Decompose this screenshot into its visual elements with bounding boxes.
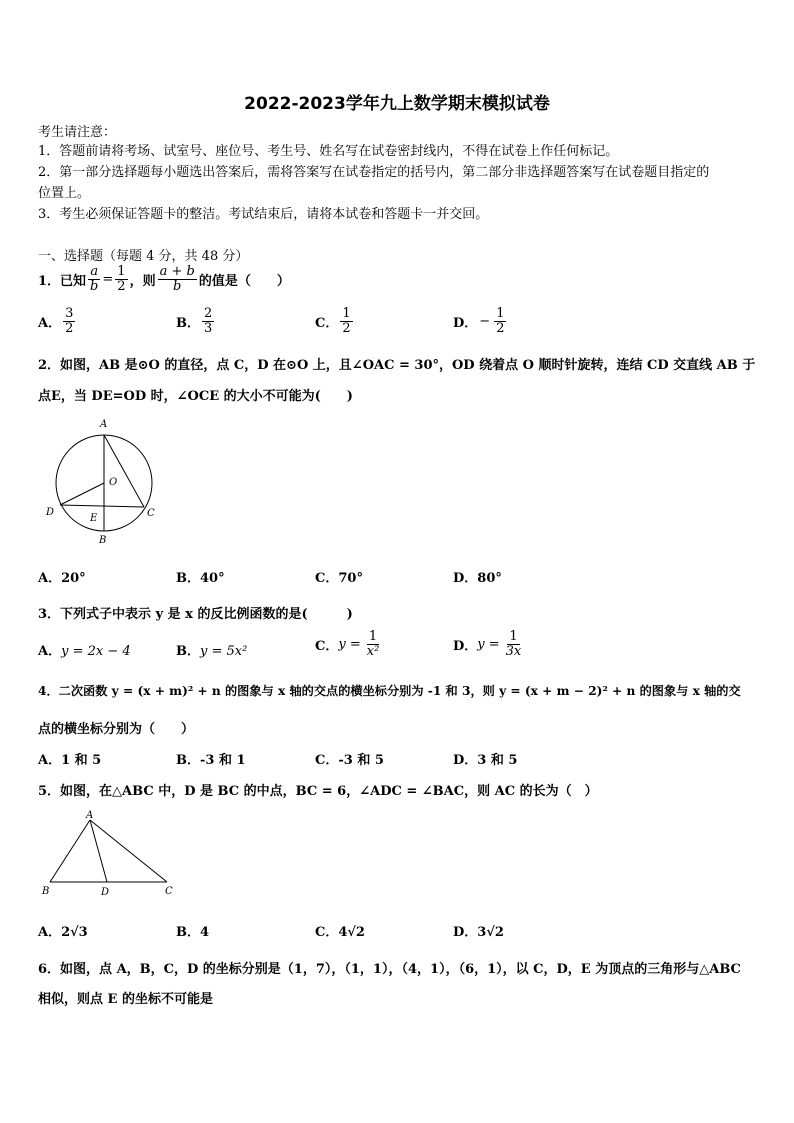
q3-option-b[interactable]: B．y = 5x² xyxy=(176,644,248,659)
q5-option-d[interactable]: D．3√2 xyxy=(453,925,504,940)
q3-option-c[interactable]: C． y = $\frac{1}{\text{x²}}$ xyxy=(315,629,380,659)
notice-item: 1．答题前请将考场、试室号、座位号、考生号、姓名写在试卷密封线内，不得在试卷上作任何标记。 xyxy=(38,144,619,159)
q1-option-d[interactable]: D． − $\frac{1}{2}$ xyxy=(453,306,505,336)
q2-circle-figure xyxy=(40,415,170,550)
q2-option-c[interactable]: C．70° xyxy=(315,571,363,586)
question-2-line-1: 2．如图，AB 是⊙O 的直径，点 C，D 在⊙O 上，且∠OAC = 30°，OD 绕着点 O 顺时针旋转，连结 CD 交直线 AB 于 xyxy=(38,358,756,373)
question-4-line-1: 4．二次函数 y = (x + m)² + n 的图象与 x 轴的交点的横坐标分别为 -1 和 3，则 y = (x + m − 2)² + n 的图象与 x 轴的交 xyxy=(38,684,741,698)
section-heading: 一、选择题（每题 4 分，共 48 分） xyxy=(38,249,249,264)
q2-label-o: O xyxy=(109,477,118,488)
q4-option-b[interactable]: B．-3 和 1 xyxy=(176,753,246,768)
q5-label-d: D xyxy=(101,887,110,898)
q5-option-c[interactable]: C．4√2 xyxy=(315,925,365,940)
question-3: 3．下列式子中表示 y 是 x 的反比例函数的是( ) xyxy=(38,607,353,622)
q2-label-b: B xyxy=(99,535,107,546)
q3-option-a[interactable]: A．y = 2x − 4 xyxy=(38,644,131,659)
q1-prefix: 1．已知 xyxy=(38,273,87,289)
question-5: 5．如图，在△ABC 中，D 是 BC 的中点，BC = 6，∠ADC = ∠BAC，则 AC 的长为（ ） xyxy=(38,784,598,799)
page-title: 2022-2023学年九上数学期末模拟试卷 xyxy=(244,94,550,114)
q4-option-c[interactable]: C．-3 和 5 xyxy=(315,753,384,768)
notice-item: 位置上。 xyxy=(38,186,91,201)
q1-equals: = xyxy=(102,271,114,287)
q4-option-d[interactable]: D．3 和 5 xyxy=(453,753,518,768)
q2-label-d: D xyxy=(46,507,55,518)
notice-heading: 考生请注意： xyxy=(38,125,117,140)
q4-option-a[interactable]: A．1 和 5 xyxy=(38,753,102,768)
question-1 xyxy=(38,265,290,293)
q2-option-b[interactable]: B．40° xyxy=(176,571,225,586)
q5-triangle-figure xyxy=(38,806,178,898)
q1-mid: ，则 xyxy=(129,273,156,289)
question-2-line-2: 点E，当 DE=OD 时，∠OCE 的大小不可能为( ) xyxy=(38,389,353,404)
q5-label-b: B xyxy=(42,886,50,897)
q5-option-a[interactable]: A．2√3 xyxy=(38,925,88,940)
q1-suffix: 的值是（ ） xyxy=(198,273,290,289)
q2-option-a[interactable]: A．20° xyxy=(38,571,86,586)
question-6-line-2: 相似，则点 E 的坐标不可能是 xyxy=(38,992,213,1007)
q2-label-e: E xyxy=(90,513,98,524)
q1-frac-half: $\frac{1}{2}$ xyxy=(117,264,126,294)
q1-frac-a-over-b: $\frac{a}{b}$ xyxy=(90,264,99,294)
q2-label-a: A xyxy=(100,419,108,430)
q1-option-a[interactable]: A． $\frac{3}{2}$ xyxy=(38,306,74,336)
q1-frac-a-plus-b-over-b: $\frac{a + b}{b}$ xyxy=(159,264,195,294)
notice-item: 2．第一部分选择题每小题选出答案后，需将答案写在试卷指定的括号内，第二部分非选择题答案写在试卷题目指定的 xyxy=(38,165,710,180)
question-4-line-2: 点的横坐标分别为（ ） xyxy=(38,722,195,737)
question-6-line-1: 6．如图，点 A，B，C，D 的坐标分别是（1，7），（1，1），（4，1），（6，1），以 C，D，E 为顶点的三角形与△ABC xyxy=(38,962,741,977)
q1-option-b[interactable]: B． $\frac{2}{3}$ xyxy=(176,306,213,336)
q2-option-d[interactable]: D．80° xyxy=(453,571,502,586)
q5-label-a: A xyxy=(86,810,94,821)
q5-option-b[interactable]: B．4 xyxy=(176,925,210,940)
q2-label-c: C xyxy=(147,508,155,519)
q5-label-c: C xyxy=(165,886,173,897)
q3-option-d[interactable]: D． y = $\frac{1}{3x}$ xyxy=(453,629,522,659)
notice-item: 3．考生必须保证答题卡的整洁。考试结束后，请将本试卷和答题卡一并交回。 xyxy=(38,207,489,222)
q1-option-c[interactable]: C． $\frac{1}{2}$ xyxy=(315,306,351,336)
